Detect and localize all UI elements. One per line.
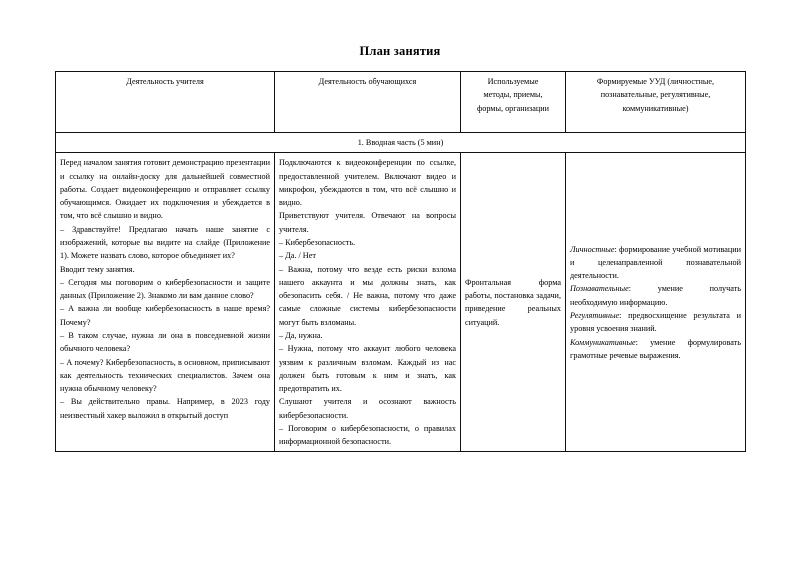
cell-uud xyxy=(566,153,746,452)
uud-entry-communicative xyxy=(570,336,741,363)
table-row xyxy=(56,153,746,452)
column-header-uud xyxy=(566,72,746,133)
column-header-student-activity: Деятельность обучающихся xyxy=(275,72,461,133)
column-header-uud-line-1: Формируемые УУД (личностные, xyxy=(596,77,715,86)
uud-label-regulative: Регулятивные xyxy=(570,311,620,321)
cell-student-activity xyxy=(275,153,461,452)
uud-label-cognitive: Познавательные xyxy=(570,284,629,294)
uud-entry-cognitive xyxy=(570,282,741,309)
teacher-paragraph: – А почему? Кибербезопасность, в основном, приписывают как деятельность технических специалистов. Зачем она нужна обычному человеку? xyxy=(60,357,270,394)
uud-text-regulative: : предвосхищение результата и уровня усвоения знаний. xyxy=(570,311,741,334)
column-header-methods-line-2: методы, приемы, xyxy=(483,90,543,100)
column-header-uud-line-2: познавательные, регулятивные, xyxy=(600,90,711,100)
teacher-paragraph: Перед началом занятия готовит демонстрацию презентации и ссылку на онлайн-доску для дальнейшей совместной работы. Создает видеоконференцию и отправляет ссылку обучающимся. Ожидает их подключения и убеждается в том, что всё слышно и видно. xyxy=(60,158,270,221)
column-header-teacher-activity: Деятельность учителя xyxy=(56,72,275,133)
uud-label-communicative: Коммуникативные xyxy=(570,337,636,347)
cell-teacher-activity xyxy=(56,153,275,452)
student-paragraph: – Да, нужна. xyxy=(279,330,323,340)
cell-methods xyxy=(461,153,566,452)
student-paragraph: – Кибербезопасность. xyxy=(279,237,356,247)
uud-entry-personal xyxy=(570,243,741,283)
student-paragraph: – Нужна, потому что аккаунт любого человека уязвим к различным взломам. Каждый из нас должен быть готовым к ним и знать, как предотвратить их. xyxy=(279,344,456,394)
uud-text-personal: : формирование учебной мотивации и целенаправленной познавательной деятельности. xyxy=(570,244,741,281)
column-header-methods-line-3: формы, организации xyxy=(476,103,550,113)
lesson-plan-table xyxy=(55,71,746,452)
teacher-paragraph: – В таком случае, нужна ли она в повседневной жизни обычного человека? xyxy=(60,330,270,354)
section-header-row xyxy=(56,133,746,153)
uud-text-communicative: : умение формулировать грамотные речевые выражения. xyxy=(570,337,741,360)
student-paragraph: Слушают учителя и осознают важность кибербезопасности. xyxy=(279,397,456,420)
teacher-paragraph: – А важна ли вообще кибербезопасность в наше время? Почему? xyxy=(60,304,270,327)
student-paragraph: – Да. / Нет xyxy=(279,251,316,261)
teacher-paragraph: – Вы действительно правы. Например, в 2023 году неизвестный хакер выложил в открытый доступ xyxy=(60,397,270,420)
uud-text-cognitive: : умение получать необходимую информацию. xyxy=(570,284,741,307)
column-header-uud-line-3: коммуникативные) xyxy=(622,103,689,113)
section-title-intro: 1. Вводная часть (5 мин) xyxy=(56,133,746,153)
column-header-methods xyxy=(461,72,566,133)
student-paragraph: – Важна, потому что везде есть риски взлома нашего аккаунта и мы должны знать, как обезопасить себя. / Не важна, потому что даже самые сложные системы кибербезопасности могут быть взломаны. xyxy=(279,264,456,327)
student-paragraph: Приветствуют учителя. Отвечают на вопросы учителя. xyxy=(279,211,456,234)
methods-text: Фронтальная форма работы, постановка задачи, приведение реальных ситуаций. xyxy=(465,277,561,327)
student-paragraph: – Поговорим о кибербезопасности, о правилах информационной безопасности. xyxy=(279,423,456,447)
uud-label-personal: Личностные xyxy=(570,244,615,254)
teacher-paragraph: – Здравствуйте! Предлагаю начать наше занятие с изображений, которые вы видите на слайде (Приложение 1). Можете назвать слово, которое объединяет их? xyxy=(60,224,270,261)
student-paragraph: Подключаются к видеоконференции по ссылке, предоставленной учителем. Включают видео и микрофон, убеждаются в том, что всё слышно и видно. xyxy=(279,158,456,208)
teacher-paragraph: – Сегодня мы поговорим о кибербезопасности и защите данных (Приложение 2). Знакомо ли вам данное слово? xyxy=(60,277,270,301)
table-header-row xyxy=(56,72,746,133)
teacher-paragraph: Вводит тему занятия. xyxy=(60,264,135,274)
column-header-methods-line-1: Используемые xyxy=(487,77,539,86)
uud-entry-regulative xyxy=(570,309,741,336)
page-title: План занятия xyxy=(359,44,441,58)
